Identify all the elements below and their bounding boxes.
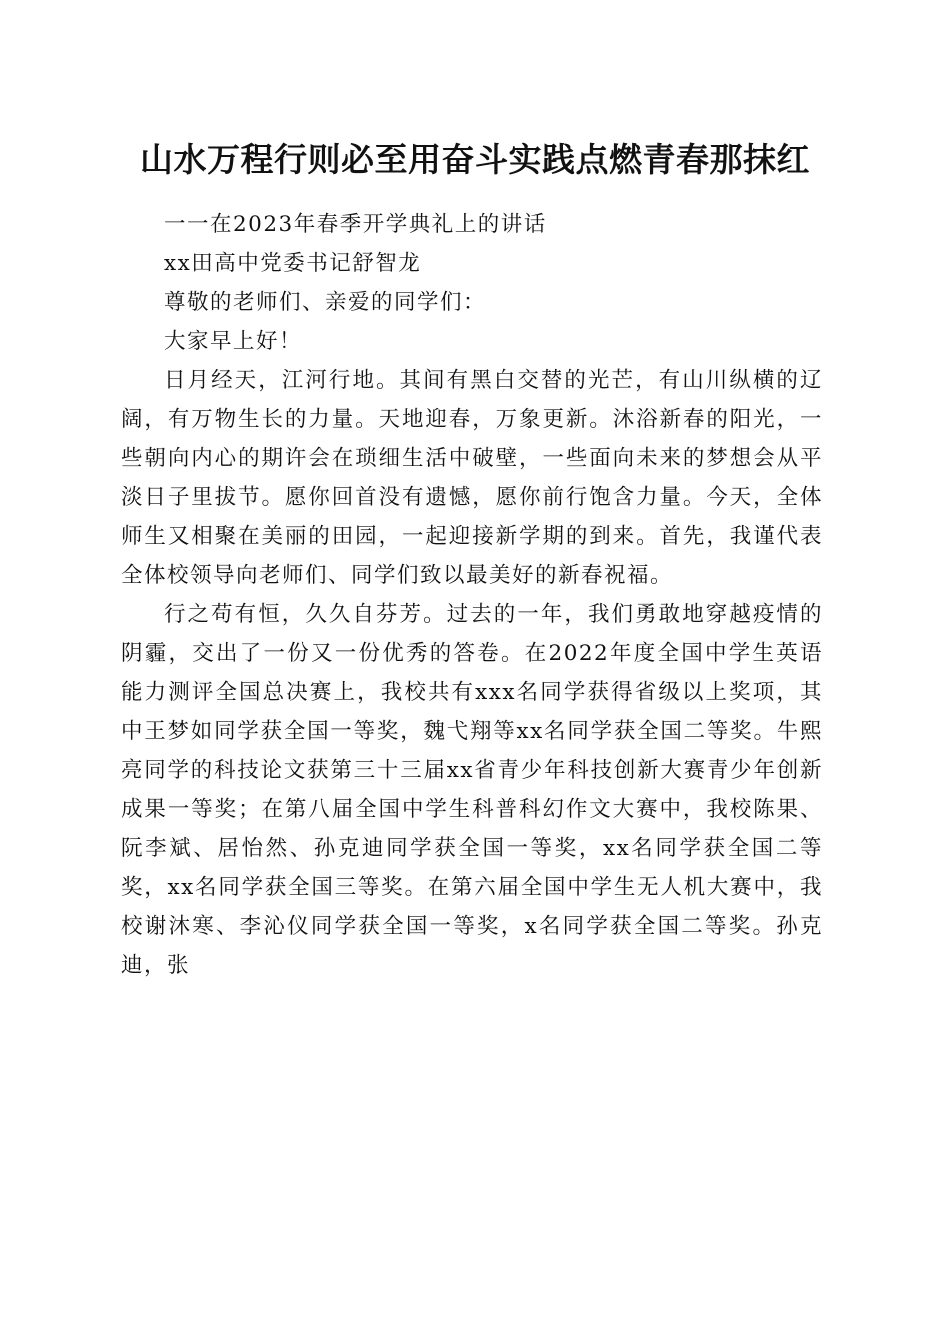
speech-salutation: 尊敬的老师们、亲爱的同学们： — [164, 290, 487, 315]
speech-subtitle: 一一在2023年春季开学典礼上的讲话 — [164, 212, 547, 237]
speech-author: xx田高中党委书记舒智龙 — [164, 251, 422, 276]
document-body — [121, 205, 823, 985]
body-paragraph: 日月经天，江河行地。其间有黑白交替的光芒，有山川纵横的辽阔，有万物生长的力量。天地迎春，万象更新。沐浴新春的阳光，一些朝向内心的期许会在琐细生活中破壁，一些面向未来的梦想会从平淡日子里拔节。愿你回首没有遗憾，愿你前行饱含力量。今天，全体师生又相聚在美丽的田园，一起迎接新学期的到来。首先，我谨代表全体校领导向老师们、同学们致以最美好的新春祝福。 — [121, 368, 823, 588]
document-title: 山水万程行则必至用奋斗实践点燃青春那抹红 — [140, 140, 810, 179]
body-paragraph: 行之苟有恒，久久自芬芳。过去的一年，我们勇敢地穿越疫情的阴霾，交出了一份又一份优秀的答卷。在2022年度全国中学生英语能力测评全国总决赛上，我校共有xxx名同学获得省级以上奖项，其中王梦如同学获全国一等奖，魏弋翔等xx名同学获全国二等奖。牛熙亮同学的科技论文获第三十三届xx省青少年科技创新大赛青少年创新成果一等奖；在第八届全国中学生科普科幻作文大赛中，我校陈果、阮李斌、居怡然、孙克迪同学获全国一等奖，xx名同学获全国二等奖，xx名同学获全国三等奖。在第六届全国中学生无人机大赛中，我校谢沐寒、李沁仪同学获全国一等奖，x名同学获全国二等奖。孙克迪，张 — [121, 602, 823, 978]
speech-greeting: 大家早上好！ — [164, 329, 303, 354]
